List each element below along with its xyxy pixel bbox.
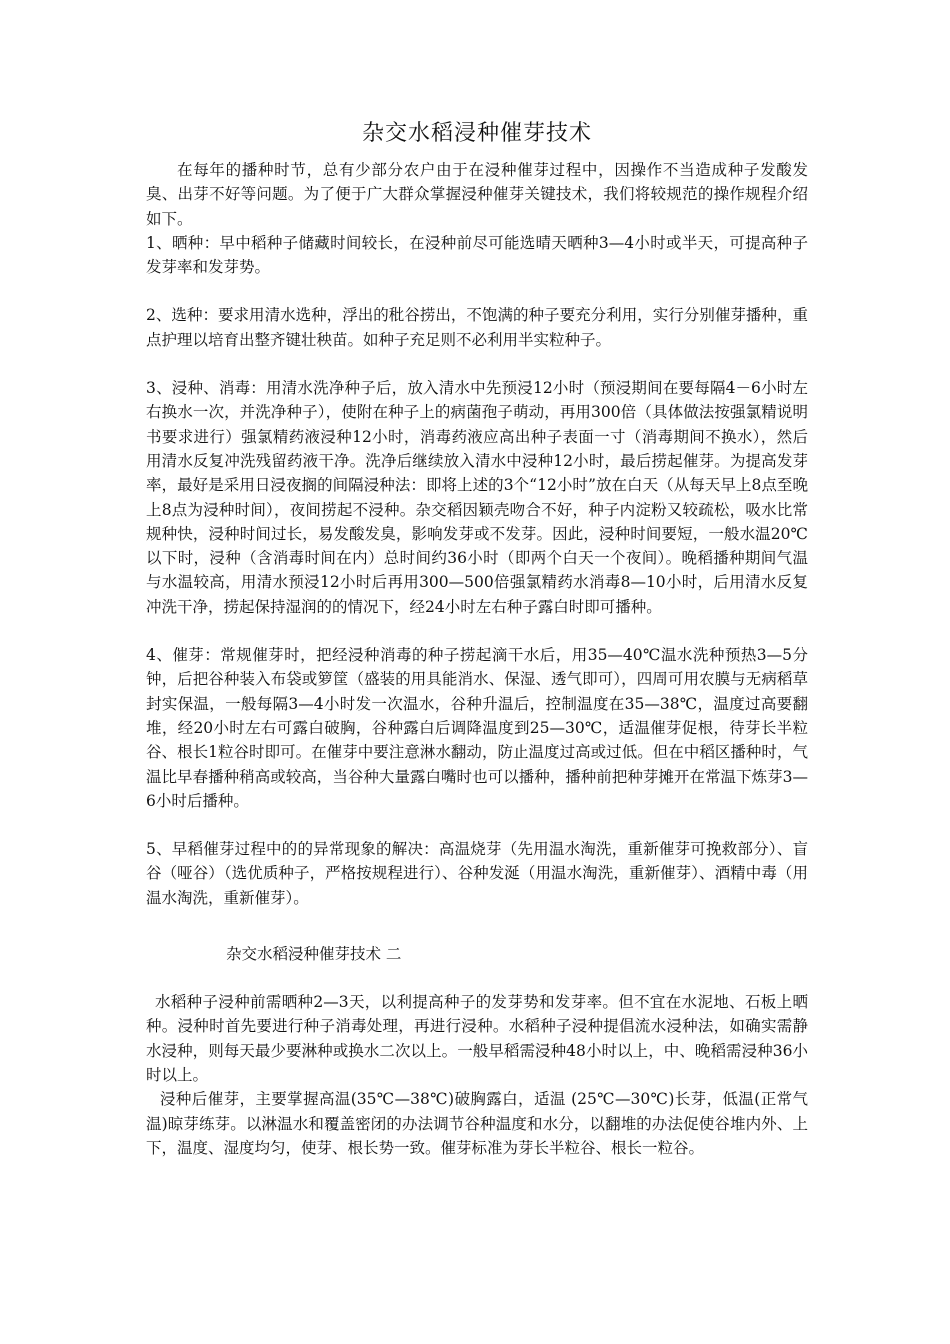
paragraph-spacer <box>146 279 808 303</box>
step-4-paragraph: 4、催芽：常规催芽时，把经浸种消毒的种子捞起滴干水后，用35—40℃温水洗种预热3—5分钟，后把谷种装入布袋或箩筐（盛装的用具能消水、保湿、透气即可），四周可用农膜与无病稻草封实保温，一般每隔3—4小时发一次温水，谷种升温后，控制温度在35—38℃，温度过高要翻堆，经20小时左右可露白破胸，谷种露白后调降温度到25—30℃，适温催芽促根，待芽长半粒谷、根长1粒谷时即可。在催芽中要注意淋水翻动，防止温度过高或过低。但在中稻区播种时，气温比早春播种稍高或较高，当谷种大量露白嘴时也可以播种，播种前把种芽摊开在常温下炼芽3—6小时后播种。 <box>146 646 808 810</box>
document-title: 杂交水稻浸种催芽技术 <box>361 121 592 146</box>
document-body <box>146 112 808 1160</box>
section-2-paragraph-2: 浸种后催芽，主要掌握高温(35℃—38℃)破胸露白，适温 (25℃—30℃)长芽，低温(正常气温)晾芽练芽。以淋温水和覆盖密闭的办法调节谷种温度和水分，以翻堆的办法促使谷堆内外、上下，温度、湿度均匀，使芽、根长势一致。催芽标准为芽长半粒谷、根长一粒谷。 <box>146 1090 808 1157</box>
step-2-paragraph: 2、选种：要求用清水选种，浮出的秕谷捞出，不饱满的种子要充分利用，实行分别催芽播种，重点护理以培育出整齐键壮秧苗。如种子充足则不必利用半实粒种子。 <box>146 306 808 349</box>
section-2-title: 杂交水稻浸种催芽技术 二 <box>226 945 402 964</box>
step-5-paragraph: 5、早稻催芽过程中的的异常现象的解决：高温烧芽（先用温水淘洗，重新催芽可挽救部分）、盲谷（哑谷）（选优质种子，严格按规程进行）、谷种发涎（用温水淘洗，重新催芽）、酒精中毒（用温水淘洗，重新催芽）。 <box>146 840 808 907</box>
paragraph-spacer <box>146 813 808 837</box>
intro-paragraph: 在每年的播种时节，总有少部分农户由于在浸种催芽过程中，因操作不当造成种子发酸发臭、出芽不好等问题。为了便于广大群众掌握浸种催芽关键技术，我们将较规范的操作规程介绍如下。 <box>146 161 808 228</box>
paragraph-spacer <box>146 352 808 376</box>
section-2-paragraph-1: 水稻种子浸种前需晒种2—3天，以利提高种子的发芽势和发芽率。但不宜在水泥地、石板上晒种。浸种时首先要进行种子消毒处理，再进行浸种。水稻种子浸种提倡流水浸种法，如确实需静水浸种，则每天最少要淋种或换水二次以上。一般早稻需浸种48小时以上，中、晚稻需浸种36小时以上。 <box>146 993 808 1084</box>
paragraph-spacer <box>146 910 808 934</box>
paragraph-spacer <box>146 619 808 643</box>
step-3-paragraph: 3、浸种、消毒：用清水洗净种子后，放入清水中先预浸12小时（预浸期间在要每隔4－6小时左右换水一次，并洗净种子），使附在种子上的病菌孢子萌动，再用300倍（具体做法按强氯精说明书要求进行）强氯精药液浸种12小时，消毒药液应高出种子表面一寸（消毒期间不换水），然后用清水反复冲洗残留药液干净。洗净后继续放入清水中浸种12小时，最后捞起催芽。为提高发芽率，最好是采用日浸夜搁的间隔浸种法：即将上述的3个“12小时”放在白天（从每天早上8点至晚上8点为浸种时间），夜间捞起不浸种。杂交稻因颖壳吻合不好，种子内淀粉又较疏松，吸水比常规种快，浸种时间过长，易发酸发臭，影响发芽或不发芽。因此，浸种时间要短，一般水温20℃以下时，浸种（含消毒时间在内）总时间约36小时（即两个白天一个夜间）。晚稻播种期间气温与水温较高，用清水预浸12小时后再用300—500倍强氯精药水消毒8—10小时，后用清水反复冲洗干净，捞起保持湿润的的情况下，经24小时左右种子露白时即可播种。 <box>146 379 808 616</box>
paragraph-spacer <box>146 966 808 990</box>
step-1-paragraph: 1、晒种：早中稻种子储藏时间较长，在浸种前尽可能选晴天晒种3—4小时或半天，可提高种子发芽率和发芽势。 <box>146 233 808 277</box>
